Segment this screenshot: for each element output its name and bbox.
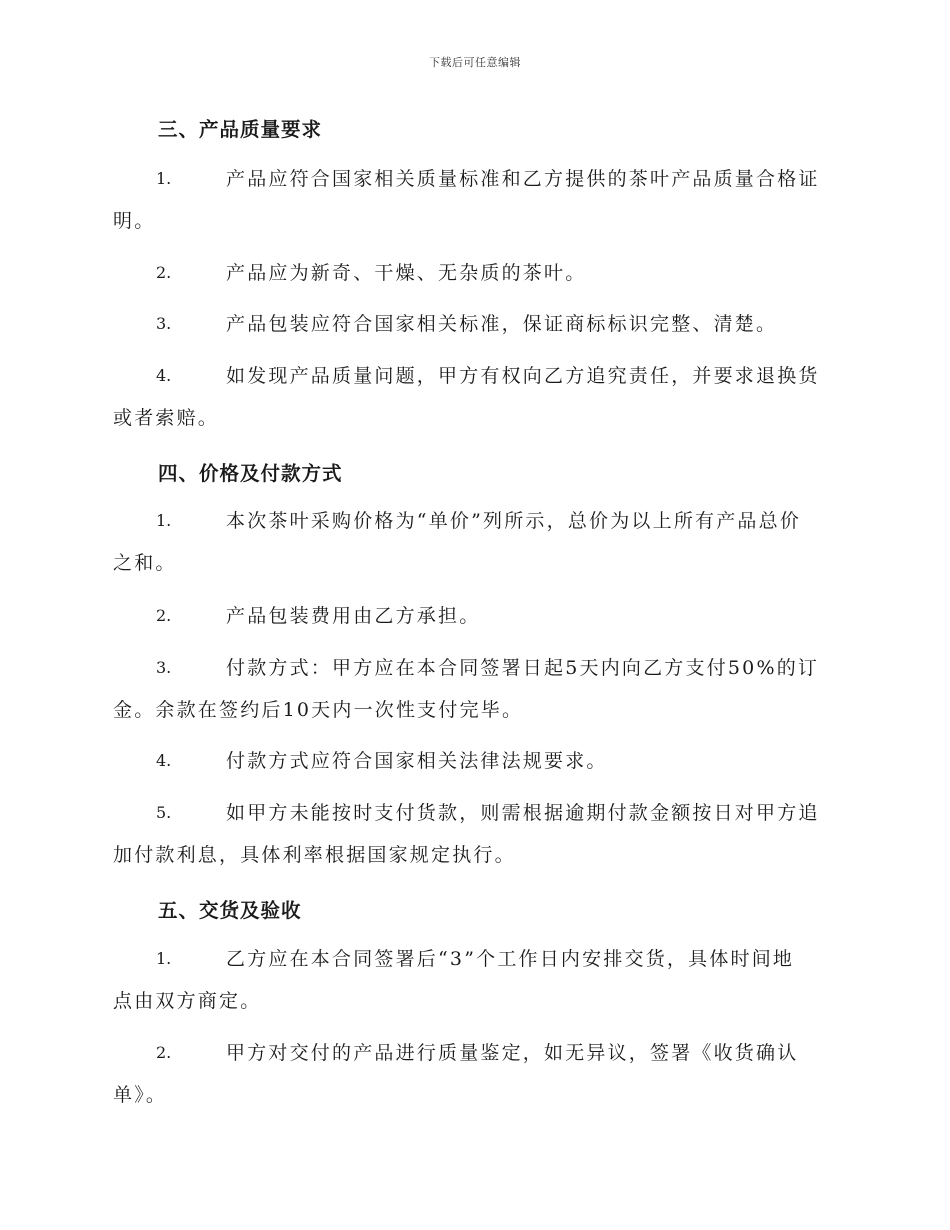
list-item xyxy=(113,740,833,782)
item-number: 1. xyxy=(156,511,172,530)
section-title-quality: 三、产品质量要求 xyxy=(158,118,323,141)
item-text-line1: 产品包装费用由乙方承担。 xyxy=(226,605,481,627)
item-number: 5. xyxy=(156,803,172,822)
item-number: 1. xyxy=(156,169,172,188)
list-item xyxy=(113,158,833,242)
item-number: 3. xyxy=(156,314,172,333)
list-item xyxy=(113,303,833,345)
item-number: 3. xyxy=(156,658,172,677)
item-text-line1: 产品应为新奇、干燥、无杂质的茶叶。 xyxy=(226,262,587,284)
item-text-line1: 产品包装应符合国家相关标准，保证商标标识完整、清楚。 xyxy=(226,313,778,335)
list-item xyxy=(113,252,833,294)
item-text-line2: 或者索赔。 xyxy=(113,407,220,429)
item-number: 2. xyxy=(156,1043,172,1062)
item-text-line2: 单》。 xyxy=(113,1084,168,1106)
list-item xyxy=(113,938,833,1022)
section-title-price-payment: 四、价格及付款方式 xyxy=(158,462,343,485)
item-text-line1: 本次茶叶采购价格为“单价”列所示，总价为以上所有产品总价 xyxy=(226,510,802,532)
list-item xyxy=(113,355,833,439)
item-text-line1: 付款方式应符合国家相关法律法规要求。 xyxy=(226,750,608,772)
list-item xyxy=(113,595,833,637)
item-text-line2: 之和。 xyxy=(113,552,177,574)
item-text-line2: 明。 xyxy=(113,210,156,232)
item-text-line2: 加付款利息，具体利率根据国家规定执行。 xyxy=(113,844,516,866)
item-text-line1: 如发现产品质量问题，甲方有权向乙方追究责任，并要求退换货 xyxy=(226,365,820,387)
list-item xyxy=(113,500,833,584)
item-number: 2. xyxy=(156,606,172,625)
section-title-delivery-acceptance: 五、交货及验收 xyxy=(158,899,302,922)
item-text-line2: 金。余款在签约后10天内一次性支付完毕。 xyxy=(113,699,524,721)
list-item xyxy=(113,792,833,876)
item-number: 2. xyxy=(156,263,172,282)
item-text-line1: 产品应符合国家相关质量标准和乙方提供的茶叶产品质量合格证 xyxy=(226,168,820,190)
item-text-line1: 付款方式：甲方应在本合同签署日起5天内向乙方支付50%的订 xyxy=(226,657,820,679)
item-text-line1: 如甲方未能按时支付货款，则需根据逾期付款金额按日对甲方追 xyxy=(226,802,820,824)
item-number: 4. xyxy=(156,751,172,770)
item-text-line2: 点由双方商定。 xyxy=(113,990,262,1012)
item-text-line1: 乙方应在本合同签署后“3”个工作日内安排交货，具体时间地 xyxy=(226,948,795,970)
item-number: 4. xyxy=(156,366,172,385)
header-note: 下载后可任意编辑 xyxy=(429,56,521,69)
item-text-line1: 甲方对交付的产品进行质量鉴定，如无异议，签署《收货确认 xyxy=(226,1042,799,1064)
item-number: 1. xyxy=(156,949,172,968)
list-item xyxy=(113,647,833,731)
list-item xyxy=(113,1032,833,1116)
